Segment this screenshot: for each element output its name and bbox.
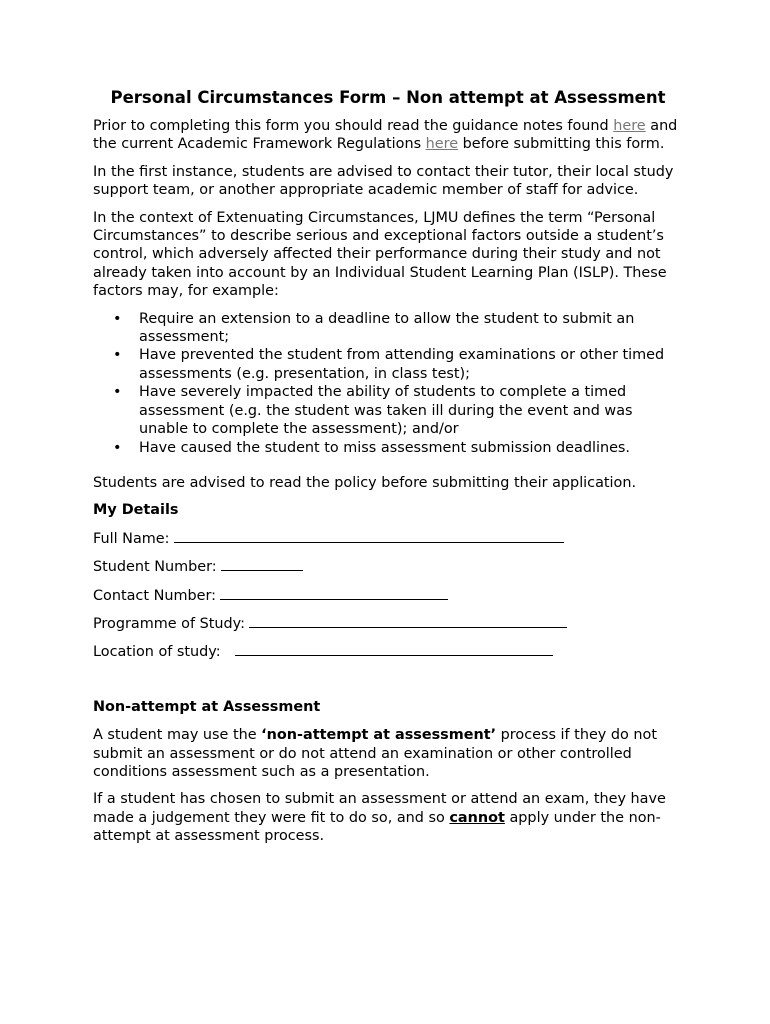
my-details-heading: My Details: [93, 502, 179, 519]
programme-field: [93, 615, 683, 633]
list-item-text: Have prevented the student from attending examinations or other timed assessments (e.g. presentation, in class test);: [139, 347, 665, 382]
non-attempt-text-2b: apply under the non-attempt at assessment process.: [93, 809, 661, 845]
list-item: [93, 346, 683, 383]
list-item-text: Have severely impacted the ability of students to complete a timed assessment (e.g. the student was taken ill during the event and was unable to complete the assessment); and/or: [139, 384, 633, 438]
intro-paragraph: [93, 117, 683, 154]
bullet-icon: •: [113, 384, 122, 401]
bullet-icon: •: [113, 347, 122, 364]
programme-input-line[interactable]: [249, 615, 567, 628]
student-number-field: [93, 558, 683, 576]
non-attempt-text-1a: A student may use the: [93, 727, 262, 744]
non-attempt-heading: Non-attempt at Assessment: [93, 698, 321, 715]
list-item: [93, 310, 683, 347]
list-item: [93, 439, 683, 457]
location-label: Location of study:: [93, 644, 221, 661]
intro-text-2: and the current Academic Framework Regulations: [93, 118, 678, 153]
spacer: [93, 672, 683, 698]
list-item: [93, 383, 683, 438]
non-attempt-text-1b: process if they do not submit an assessment or do not attend an examination or other controlled conditions assessment such as a presentation.: [93, 727, 657, 780]
non-attempt-paragraph-2: [93, 790, 683, 845]
intro-text-3: before submitting this form.: [458, 136, 665, 153]
context-paragraph: In the context of Extenuating Circumstances, LJMU defines the term “Personal Circumstances” to describe serious and exceptional factors outside a student’s control, which adversely affected their performance during their study and not already taken into account by an Individual Student Learning Plan (ISLP). These factors may, for example:: [93, 209, 667, 300]
list-item-text: Have caused the student to miss assessment submission deadlines.: [139, 439, 630, 456]
first-instance-paragraph: In the first instance, students are advised to contact their tutor, their local study support team, or another appropriate academic member of staff for advice.: [93, 163, 674, 199]
form-title: Personal Circumstances Form – Non attempt at Assessment: [110, 88, 666, 107]
regulations-link[interactable]: here: [425, 136, 459, 153]
intro-text-1: Prior to completing this form you should read the guidance notes found: [93, 118, 614, 134]
full-name-field: [93, 530, 683, 548]
non-attempt-text-2a: If a student has chosen to submit an assessment or attend an exam, they have made a judgement they were fit to do so, and so: [93, 791, 666, 826]
full-name-input-line[interactable]: [174, 530, 564, 543]
contact-number-field: [93, 587, 683, 605]
document-body: [93, 87, 683, 855]
factors-list: [93, 310, 683, 457]
bullet-icon: •: [113, 439, 122, 456]
full-name-label: Full Name:: [93, 530, 170, 547]
cannot-emphasis: cannot: [449, 809, 505, 826]
contact-number-input-line[interactable]: [220, 587, 448, 600]
student-number-input-line[interactable]: [221, 558, 303, 571]
spacer: [93, 466, 683, 474]
non-attempt-term: ‘non-attempt at assessment’: [261, 727, 497, 744]
list-item-text: Require an extension to a deadline to allow the student to submit an assessment;: [139, 310, 635, 346]
location-input-line[interactable]: [235, 643, 553, 656]
location-field: [93, 643, 683, 661]
bullet-icon: •: [113, 310, 122, 327]
policy-paragraph: Students are advised to read the policy before submitting their application.: [93, 474, 637, 491]
guidance-notes-link[interactable]: here: [613, 118, 646, 134]
programme-label: Programme of Study:: [93, 615, 245, 632]
contact-number-label: Contact Number:: [93, 587, 216, 604]
non-attempt-paragraph-1: [93, 726, 683, 781]
student-number-label: Student Number:: [93, 559, 217, 576]
